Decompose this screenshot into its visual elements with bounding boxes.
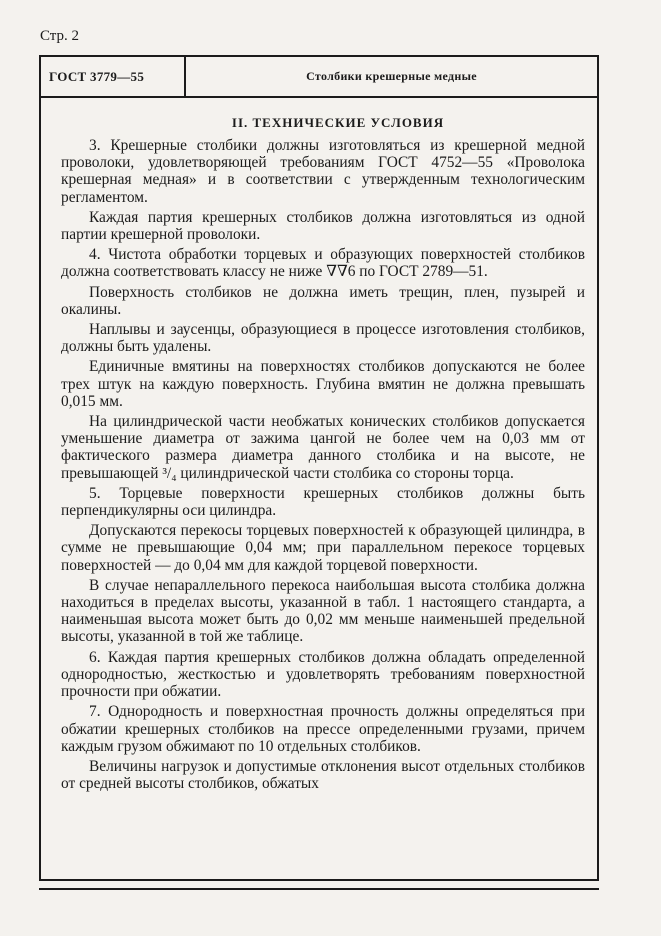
bottom-rule xyxy=(39,888,599,890)
standard-number: ГОСТ 3779—55 xyxy=(41,57,186,96)
paragraph: 3. Крешерные столбики должны изготовляться из крешерной медной проволоки, удовлетворяющей требованиям ГОСТ 4752—55 «Проволока крешерная медная» и в соответствии с утвержденным технологическим регламентом. xyxy=(61,137,585,206)
paragraph: Поверхность столбиков не должна иметь трещин, плен, пузырей и окалины. xyxy=(61,283,585,318)
paragraph: Каждая партия крешерных столбиков должна изготовляться из одной партии крешерной проволоки. xyxy=(61,208,585,244)
paragraph: 4. Чистота обработки торцевых и образующих поверхностей столбиков должна соответствовать классу не ниже ∇∇6 по ГОСТ 2789—51. xyxy=(61,246,585,281)
paragraph: На цилиндрической части необжатых конических столбиков допускается уменьшение диаметра от зажима цангой не более чем на 0,03 мм от фактического размера диаметра данного столбика и на высоте, не превышающей ³/₄ цилиндрической части столбика со стороны торца. xyxy=(61,413,585,482)
page-number: Стр. 2 xyxy=(40,28,80,44)
paragraph: Наплывы и заусенцы, образующиеся в процессе изготовления столбиков, должны быть удалены. xyxy=(61,321,585,356)
paragraph: 5. Торцевые поверхности крешерных столбиков должны быть перпендикулярны оси цилиндра. xyxy=(61,484,585,520)
paragraph: Величины нагрузок и допустимые отклонения высот отдельных столбиков от средней высоты столбиков, обжатых xyxy=(61,757,585,793)
paragraph: Допускаются перекосы торцевых поверхностей к образующей цилиндра, в сумме не превышающие 0,04 мм; при параллельном перекосе торцевых поверхностей — до 0,04 мм для каждой торцевой поверхности. xyxy=(61,522,585,574)
paragraph: В случае непараллельного перекоса наибольшая высота столбика должна находиться в пределах высоты, указанной в табл. 1 настоящего стандарта, а наименьшая высота может быть до 0,02 мм меньше наименьшей предельной высоты, указанной в той же таблице. xyxy=(61,576,585,646)
document-title: Столбики крешерные медные xyxy=(306,69,477,83)
paragraph: Единичные вмятины на поверхностях столбиков допускаются не более трех штук на каждую поверхность. Глубина вмятин не должна превышать 0,015 мм. xyxy=(61,358,585,410)
document-frame xyxy=(39,55,599,881)
section-title: II. ТЕХНИЧЕСКИЕ УСЛОВИЯ xyxy=(231,115,445,130)
document-body xyxy=(41,97,597,795)
page-header xyxy=(41,57,597,98)
paragraph: 7. Однородность и поверхностная прочность должны определяться при обжатии крешерных столбиков на прессе определенными грузами, причем каждым грузом обжимают по 10 отдельных столбиков. xyxy=(61,703,585,755)
paragraph: 6. Каждая партия крешерных столбиков должна обладать определенной однородностью, жесткостью и удовлетворять требованиям поверхностной прочности при обжатии. xyxy=(61,648,585,701)
